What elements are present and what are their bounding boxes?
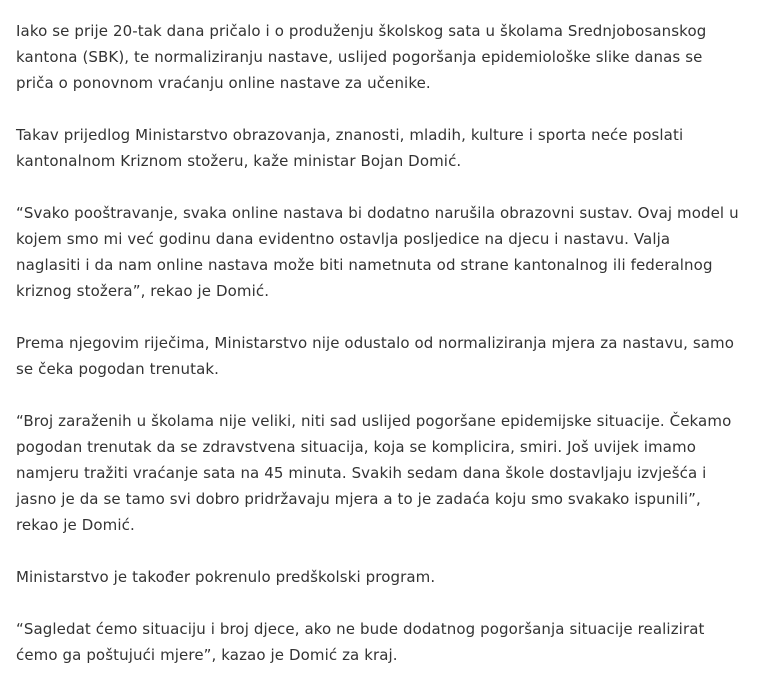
article-paragraph: Prema njegovim riječima, Ministarstvo nije odustalo od normaliziranja mjera za nastavu, samo se čeka pogodan trenutak. — [16, 334, 735, 378]
article-paragraph: Iako se prije 20-tak dana pričalo i o produženju školskog sata u školama Srednjobosanskog kantona (SBK), te normaliziranju nastave, uslijed pogoršanja epidemiološke slike danas se priča o ponovnom vraćanju online nastave za učenike. — [16, 22, 707, 92]
article-paragraph-quote: “Broj zaraženih u školama nije veliki, niti sad uslijed pogoršane epidemijske situacije. Čekamo pogodan trenutak da se zdravstvena situacija, koja se komplicira, smiri. Još uvijek imamo namjeru tražiti vraćanje sata na 45 minuta. Svakih sedam dana škole dostavljaju izvješća i jasno je da se tamo svi dobro pridržavaju mjera a to je zadaća koju smo svakako ispunili”, rekao je Domić. — [16, 412, 732, 534]
article-paragraph: Ministarstvo je također pokrenulo predškolski program. — [16, 568, 436, 586]
article-paragraph: Takav prijedlog Ministarstvo obrazovanja, znanosti, mladih, kulture i sporta neće poslati kantonalnom Kriznom stožeru, kaže ministar Bojan Domić. — [16, 126, 684, 170]
article-paragraph-quote: “Sagledat ćemo situaciju i broj djece, ako ne bude dodatnog pogoršanja situacije realizirat ćemo ga poštujući mjere”, kazao je Domić za kraj. — [16, 620, 705, 664]
article-paragraph-quote: “Svako pooštravanje, svaka online nastava bi dodatno narušila obrazovni sustav. Ovaj model u kojem smo mi već godinu dana evidentno ostavlja posljedice na djecu i nastavu. Valja naglasiti i da nam online nastava može biti nametnuta od strane kantonalnog ili federalnog kriznog stožera”, rekao je Domić. — [16, 204, 739, 300]
